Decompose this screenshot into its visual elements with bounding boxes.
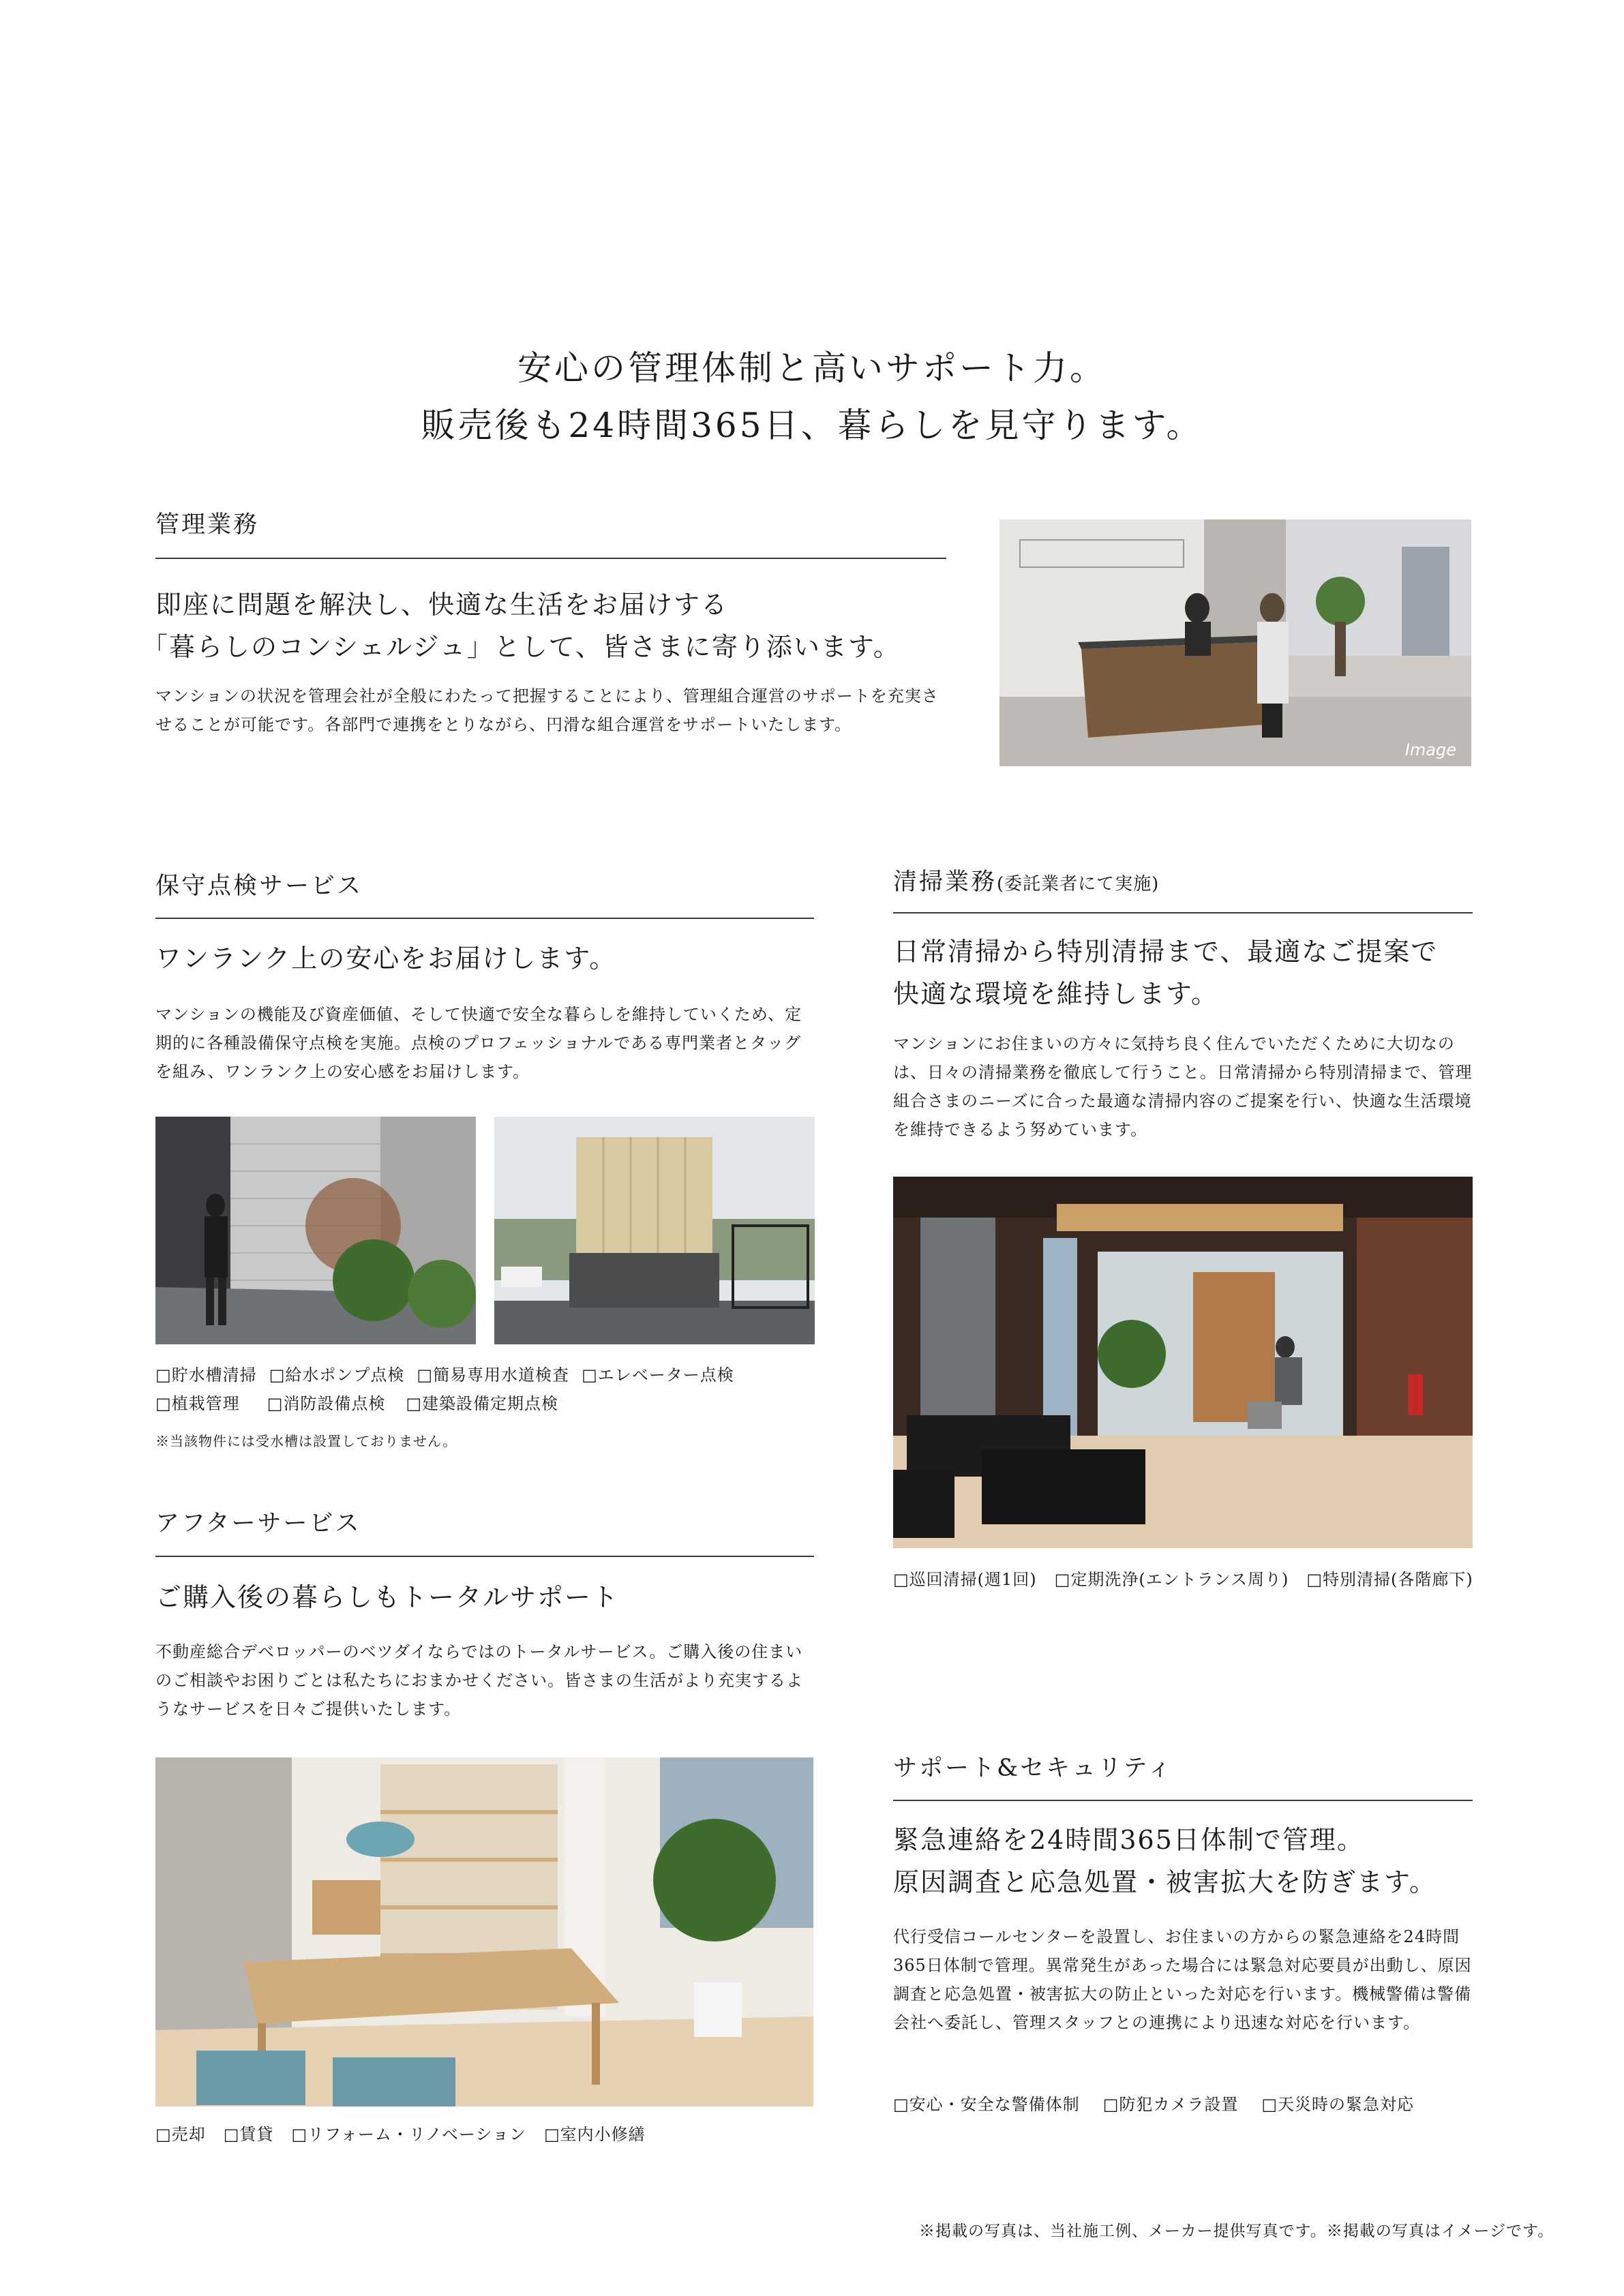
- check-item: □簡易専用水道検査: [417, 1365, 570, 1385]
- entrance-cleaning-illustration: [893, 1177, 1473, 1548]
- check-item: □防犯カメラ設置: [1102, 2095, 1239, 2114]
- maintenance-checks-row1: [155, 1361, 747, 1389]
- check-item: □巡回清掃(週1回): [893, 1570, 1037, 1589]
- water-tank-illustration: [494, 1117, 815, 1344]
- water-tank-photo: [494, 1117, 815, 1344]
- page-headline: [0, 339, 1624, 454]
- cleaning-checklist: [893, 1565, 1486, 1594]
- security-rule: [893, 1800, 1473, 1801]
- check-item: □貯水槽清掃: [155, 1365, 257, 1385]
- check-item: □売却: [155, 2125, 206, 2144]
- security-checklist: [893, 2090, 1426, 2119]
- management-lead-line1: 即座に問題を解決し、快適な生活をお届けする: [155, 590, 729, 620]
- check-item: □安心・安全な警備体制: [893, 2095, 1080, 2114]
- after-checklist: [155, 2120, 658, 2149]
- maintenance-rule: [155, 918, 814, 919]
- security-lead-line1: 緊急連絡を24時間365日体制で管理。: [893, 1825, 1364, 1855]
- maintenance-lead: ワンランク上の安心をお届けします。: [155, 943, 617, 973]
- maintenance-checklist: [155, 1361, 747, 1418]
- cleaning-rule: [893, 912, 1473, 913]
- photo-image-tag: Image: [1404, 740, 1456, 759]
- management-title: 管理業務: [155, 511, 260, 539]
- management-lead: [142, 584, 901, 668]
- security-body: 代行受信コールセンターを設置し、お住まいの方からの緊急連絡を24時間365日体制で管理。異常発生があった場合には緊急対応要員が出動し、原因調査と応急処置・被害拡大の防止といった対応を行います。機械警備は警備会社へ委託し、管理スタッフとの連携により迅速な対応を行います。: [893, 1927, 1472, 2032]
- after-title: アフターサービス: [155, 1510, 361, 1537]
- cleaning-title-main: 清掃業務: [893, 868, 997, 896]
- security-lead: [893, 1819, 1437, 1903]
- check-item: □エレベーター点検: [582, 1365, 734, 1385]
- management-rule: [155, 558, 946, 559]
- check-item: □植栽管理: [155, 1394, 240, 1413]
- inspection-photo: [155, 1117, 476, 1344]
- reception-photo: [999, 519, 1471, 766]
- maintenance-title: 保守点検サービス: [155, 873, 363, 900]
- footer-note: ※掲載の写真は、当社施工例、メーカー提供写真です。※掲載の写真はイメージです。: [919, 2222, 1554, 2240]
- check-item: □定期洗浄(エントランス周り): [1054, 1570, 1289, 1589]
- check-item: □建築設備定期点検: [406, 1394, 559, 1413]
- inspection-illustration: [155, 1117, 476, 1344]
- cleaning-title-small: (委託業者にて実施): [997, 874, 1160, 894]
- check-item: □消防設備点検: [267, 1394, 386, 1413]
- check-item: □天災時の緊急対応: [1261, 2095, 1415, 2114]
- interior-photo: [155, 1757, 813, 2106]
- security-title: サポート&セキュリティ: [893, 1755, 1173, 1782]
- cleaning-title: [893, 863, 1159, 897]
- check-item: □リフォーム・リノベーション: [291, 2125, 526, 2144]
- reception-illustration: [999, 519, 1471, 766]
- check-item: □室内小修繕: [543, 2125, 646, 2144]
- check-item: □特別清掃(各階廊下): [1306, 1570, 1473, 1589]
- maintenance-checks-row2: [155, 1389, 747, 1418]
- security-lead-line2: 原因調査と応急処置・被害拡大を防ぎます。: [893, 1867, 1437, 1897]
- management-lead-line2: 「暮らしのコンシェルジュ」として、皆さまに寄り添います。: [142, 632, 901, 662]
- cleaning-body: マンションにお住まいの方々に気持ち良く住んでいただくために大切なのは、日々の清掃業務を徹底して行うこと。日常清掃から特別清掃まで、管理組合さまのニーズに合った最適な清掃内容のご提案を行い、快適な生活環境を維持できるよう努めています。: [893, 1034, 1473, 1139]
- entrance-cleaning-photo: [893, 1177, 1473, 1548]
- maintenance-note: ※当該物件には受水槽は設置しておりません。: [155, 1433, 457, 1449]
- after-body: 不動産総合デベロッパーのベツダイならではのトータルサービス。ご購入後の住まいのご相談やお困りごとは私たちにおまかせください。皆さまの生活がより充実するようなサービスを日々ご提供いたします。: [155, 1642, 803, 1719]
- maintenance-body: マンションの機能及び資産価値、そして快適で安全な暮らしを維持していくため、定期的に各種設備保守点検を実施。点検のプロフェッショナルである専門業者とタッグを組み、ワンランク上の安心感をお届けします。: [155, 1005, 802, 1081]
- check-item: □賃貸: [223, 2125, 274, 2144]
- management-body: マンションの状況を管理会社が全般にわたって把握することにより、管理組合運営のサポートを充実させることが可能です。各部門で連携をとりながら、円滑な組合運営をサポートいたします。: [155, 686, 939, 734]
- headline-line2: 販売後も24時間365日、暮らしを見守ります。: [421, 406, 1203, 445]
- after-rule: [155, 1556, 814, 1557]
- cleaning-lead: [893, 931, 1438, 1015]
- check-item: □給水ポンプ点検: [269, 1365, 405, 1385]
- cleaning-lead-line2: 快適な環境を維持します。: [893, 979, 1218, 1009]
- interior-illustration: [155, 1757, 813, 2106]
- headline-line1: 安心の管理体制と高いサポート力。: [517, 348, 1107, 388]
- after-lead: ご購入後の暮らしもトータルサポート: [155, 1582, 620, 1612]
- cleaning-lead-line1: 日常清掃から特別清掃まで、最適なご提案で: [893, 937, 1439, 967]
